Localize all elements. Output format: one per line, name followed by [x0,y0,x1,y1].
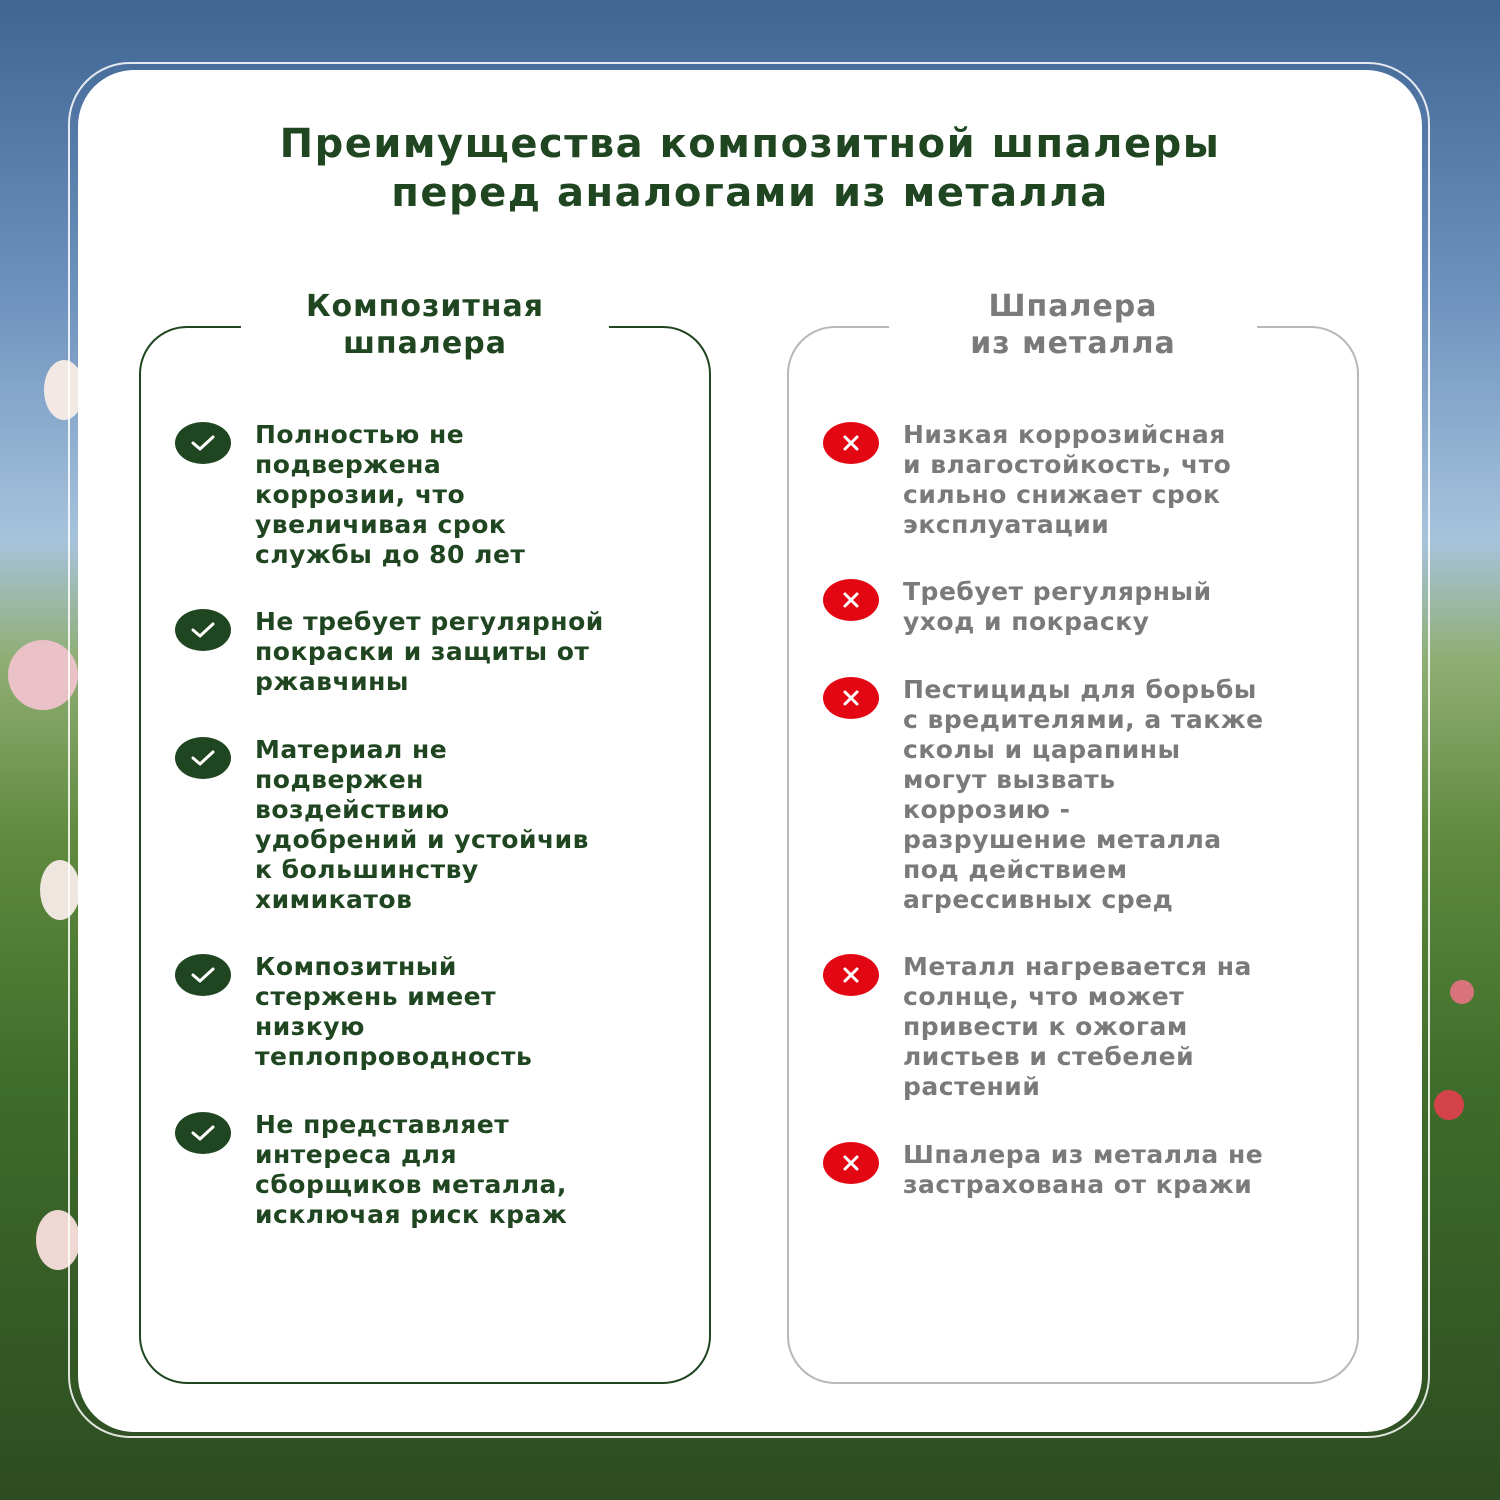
metal-heading [889,288,1257,362]
metal-item-line: Шпалера из металла не [903,1140,1264,1169]
composite-item-line: Полностью не [255,420,465,449]
composite-item-line: сборщиков металла, [255,1170,567,1199]
composite-item-text [255,607,695,697]
background-flower [1434,1090,1464,1120]
composite-item-line: интереса для [255,1140,458,1169]
composite-heading-line: шпалера [343,326,507,361]
check-icon [175,422,231,464]
composite-item-line: к большинству [255,855,479,884]
metal-item-line: уход и покраску [903,607,1150,636]
composite-item-line: Не требует регулярной [255,607,604,636]
metal-item-line: Требует регулярный [903,577,1212,606]
composite-item-line: исключая риск краж [255,1200,568,1229]
page-title-line: Преимущества композитной шпалеры [279,121,1221,167]
metal-item-line: привести к ожогам [903,1012,1188,1041]
page-title-line: перед аналогами из металла [391,170,1109,216]
metal-item-line: коррозию - [903,795,1071,824]
composite-item-text [255,735,695,915]
metal-item-line: листьев и стебелей [903,1042,1195,1071]
cross-icon [823,579,879,621]
metal-item-line: Пестициды для борьбы [903,675,1257,704]
cross-icon [823,422,879,464]
metal-item-text [903,952,1343,1102]
composite-item-line: удобрений и устойчив [255,825,589,854]
composite-item-line: теплопроводность [255,1042,533,1071]
metal-column [787,289,1359,1384]
composite-item-line: низкую [255,1012,365,1041]
metal-item-line: сколы и царапины [903,735,1181,764]
composite-item-line: воздействию [255,795,450,824]
composite-item-line: ржавчины [255,667,410,696]
composite-item-line: стержень имеет [255,982,497,1011]
composite-heading [241,288,609,362]
metal-item-line: и влагостойкость, что [903,450,1232,479]
cross-icon [823,954,879,996]
check-icon [175,954,231,996]
metal-item-line: с вредителями, а также [903,705,1264,734]
check-icon [175,609,231,651]
metal-item-text [903,577,1343,637]
metal-item-line: Металл нагревается на [903,952,1252,981]
composite-item-line: Материал не [255,735,448,764]
composite-item-line: службы до 80 лет [255,540,526,569]
metal-item-line: агрессивных сред [903,885,1174,914]
metal-item-line: разрушение металла [903,825,1222,854]
cross-icon [823,677,879,719]
composite-item-line: Композитный [255,952,457,981]
composite-item-line: Не представляет [255,1110,510,1139]
composite-item-line: подвержена [255,450,442,479]
metal-item-line: под действием [903,855,1128,884]
metal-item-line: Низкая коррозийсная [903,420,1226,449]
metal-item-line: сильно снижает срок [903,480,1221,509]
composite-item-line: коррозии, что [255,480,466,509]
composite-heading-line: Композитная [305,289,545,324]
metal-item-line: могут вызвать [903,765,1116,794]
composite-item-line: увеличивая срок [255,510,507,539]
metal-item-text [903,675,1343,915]
composite-item-text [255,1110,695,1230]
composite-column [139,289,711,1384]
composite-item-line: подвержен [255,765,424,794]
metal-item-line: эксплуатации [903,510,1110,539]
composite-item-line: химикатов [255,885,413,914]
metal-item-line: солнце, что может [903,982,1185,1011]
cross-icon [823,1142,879,1184]
metal-heading-line: из металла [970,326,1176,361]
composite-item-line: покраски и защиты от [255,637,590,666]
metal-item-line: застрахована от кражи [903,1170,1253,1199]
check-icon [175,1112,231,1154]
composite-item-text [255,952,695,1072]
metal-item-text [903,1140,1343,1200]
composite-item-text [255,420,695,570]
comparison-card [78,70,1422,1432]
check-icon [175,737,231,779]
background-flower [1450,980,1474,1004]
metal-item-text [903,420,1343,540]
page-title [158,120,1342,218]
metal-heading-line: Шпалера [988,289,1158,324]
metal-item-line: растений [903,1072,1041,1101]
